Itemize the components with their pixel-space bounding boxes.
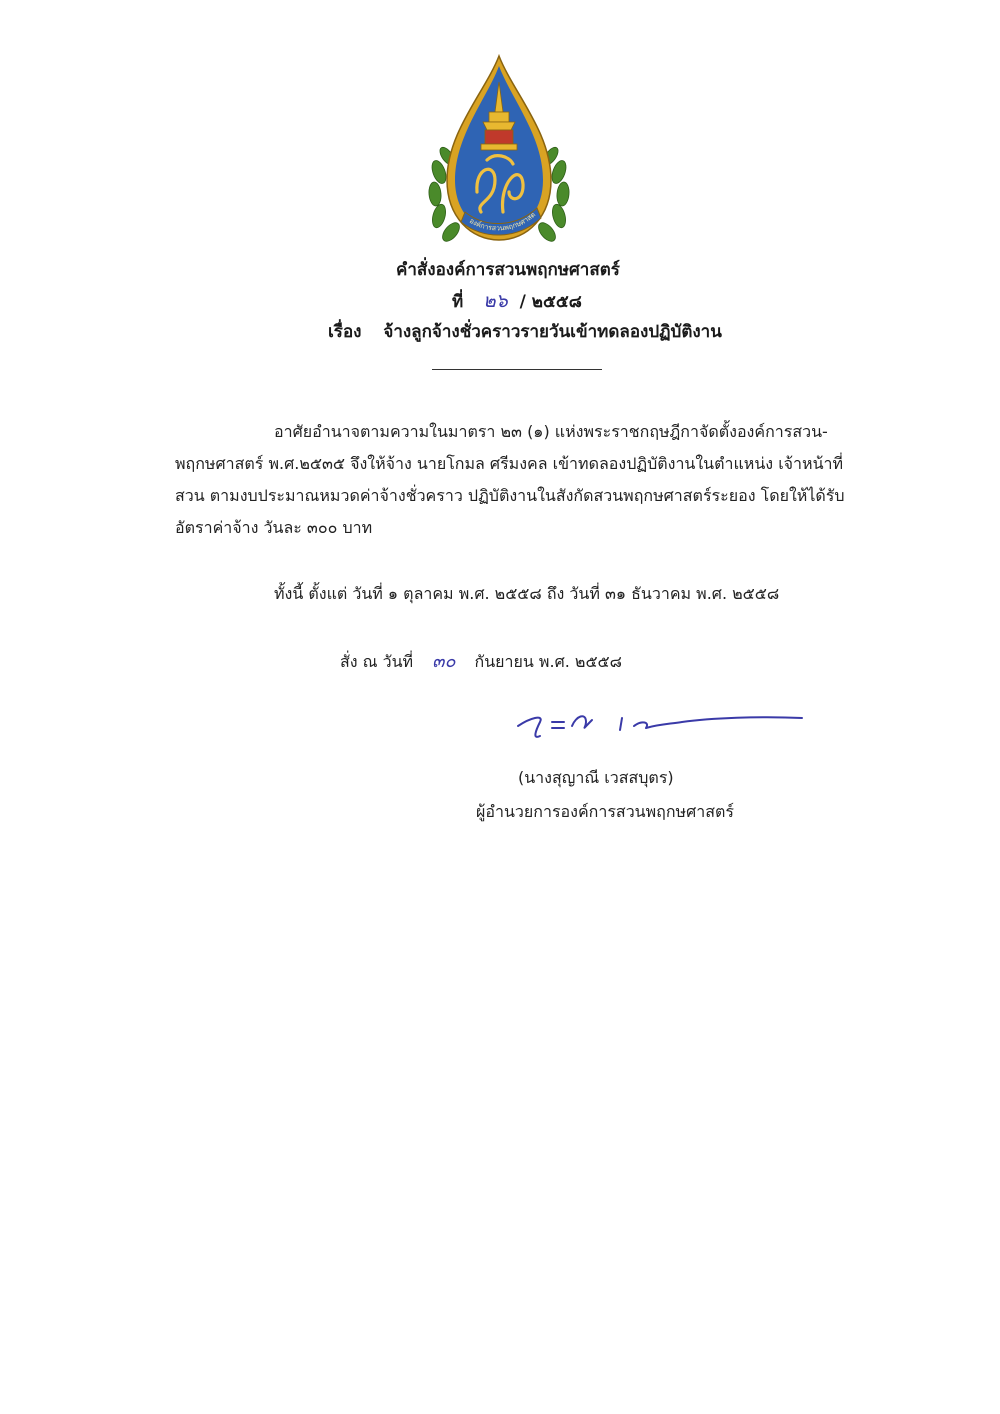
order-number-label: ที่ <box>452 292 464 312</box>
organization-emblem-logo <box>425 52 573 250</box>
order-number-handwritten: ๒๖ <box>483 290 508 312</box>
handwritten-signature <box>510 698 810 748</box>
order-number-year: / ๒๕๕๘ <box>519 292 582 312</box>
paragraph-line-2: พฤกษศาสตร์ พ.ศ.๒๕๓๕ จึงให้จ้าง นายโกมล ศรีมงคล เข้าทดลองปฏิบัติงานในตำแหน่ง เจ้าหน้าที่ <box>175 454 844 473</box>
subject-line <box>328 318 722 345</box>
order-date-line <box>340 646 622 675</box>
order-date-prefix: สั่ง ณ วันที่ <box>340 652 414 671</box>
paragraph-line-4: อัตราค่าจ้าง วันละ ๓๐๐ บาท <box>175 518 373 537</box>
subject-label: เรื่อง <box>328 322 362 342</box>
order-title: คำสั่งองค์การสวนพฤกษศาสตร์ <box>396 260 620 280</box>
signatory-position: ผู้อำนวยการองค์การสวนพฤกษศาสตร์ <box>476 802 734 821</box>
order-date-suffix: กันยายน พ.ศ. ๒๕๕๘ <box>474 652 622 671</box>
logo-ribbon-text: องค์การสวนพฤกษศาสต <box>467 210 538 233</box>
signatory-name: (นางสุญาณี เวสสบุตร) <box>518 768 674 787</box>
header-divider <box>432 369 602 370</box>
subject-text: จ้างลูกจ้างชั่วคราวรายวันเข้าทดลองปฏิบัติงาน <box>383 322 722 342</box>
order-number-line <box>452 286 582 316</box>
order-date-day-handwritten: ๓๐ <box>432 651 456 672</box>
period-line: ทั้งนี้ ตั้งแต่ วันที่ ๑ ตุลาคม พ.ศ. ๒๕๕๘ ถึง วันที่ ๓๑ ธันวาคม พ.ศ. ๒๕๕๘ <box>274 584 780 603</box>
paragraph-line-3: สวน ตามงบประมาณหมวดค่าจ้างชั่วคราว ปฏิบัติงานในสังกัดสวนพฤกษศาสตร์ระยอง โดยให้ได้รับ <box>175 486 845 505</box>
paragraph-line-1: อาศัยอำนาจตามความในมาตรา ๒๓ (๑) แห่งพระราชกฤษฎีกาจัดตั้งองค์การสวน- <box>274 422 828 441</box>
